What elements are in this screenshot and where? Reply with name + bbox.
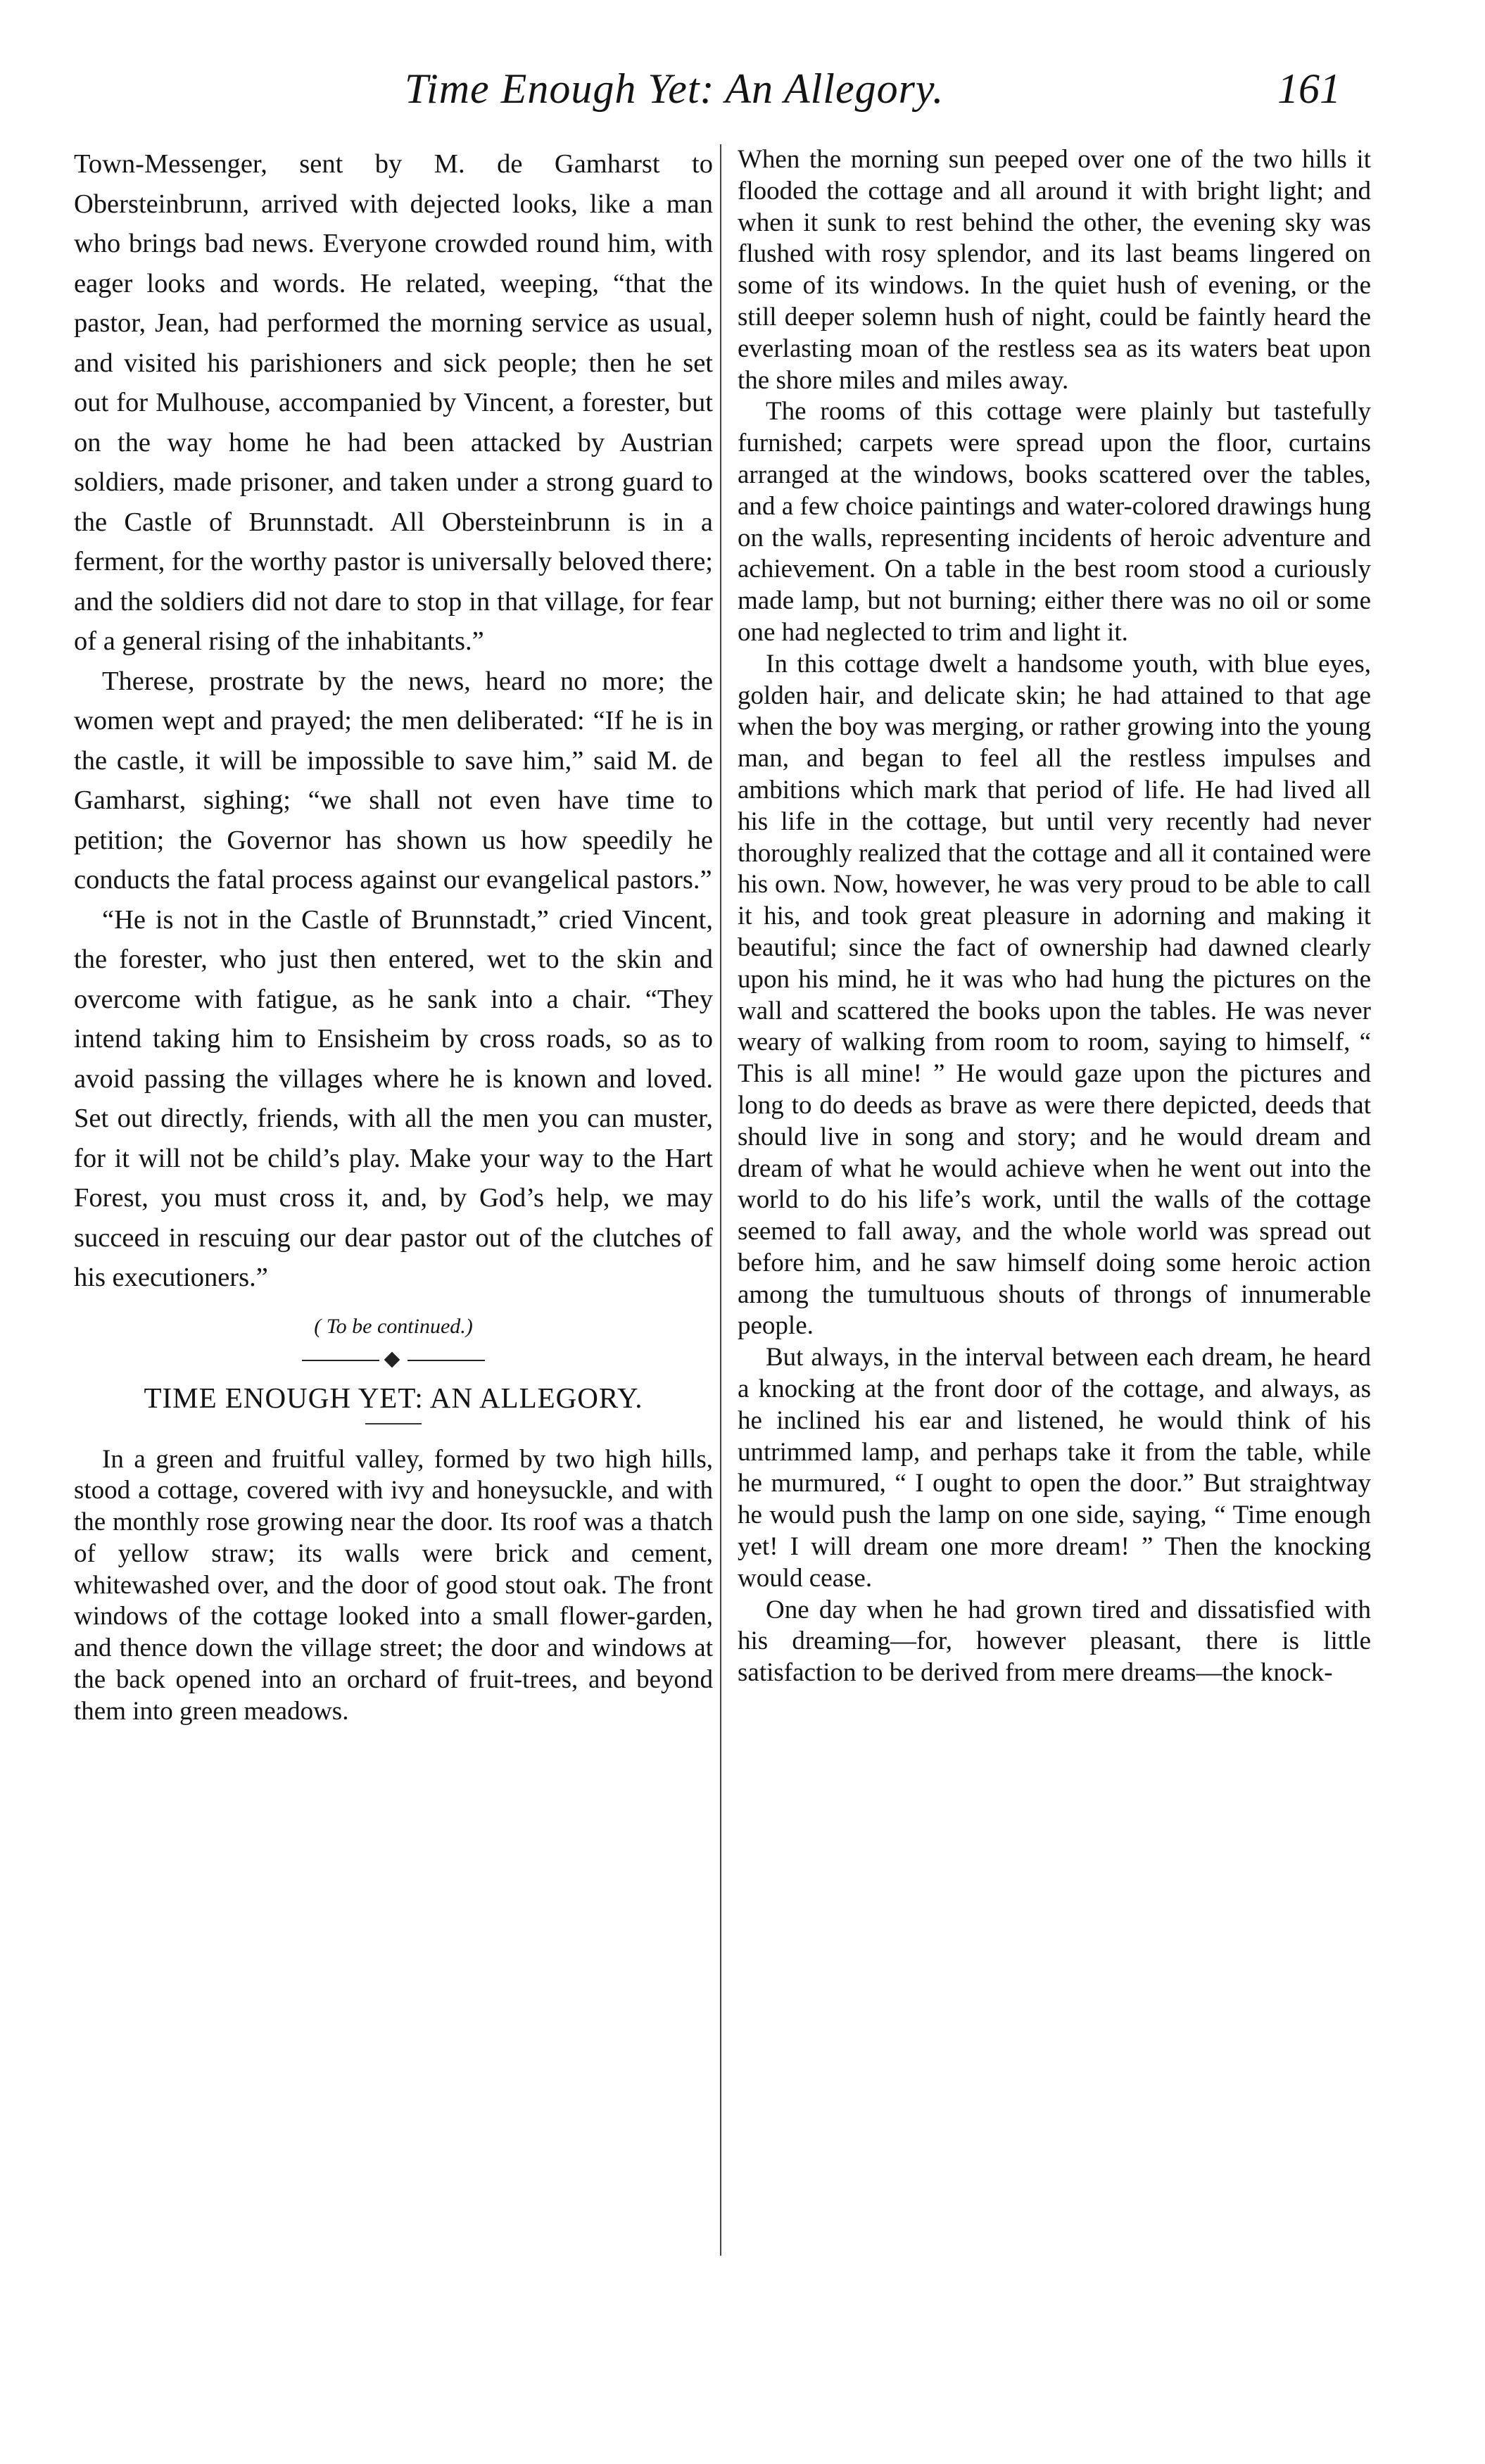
paragraph-knocking: But always, in the interval between each dream, he heard a knocking at the front door of the cottage, and always, as he inclined his ear and listened, he would think of his untrimmed lamp, and perhaps take it from the table, while he murmured, “ I ought to open the door.” But straightway he would push the lamp on one side, saying, “ Time enough yet! I will dream one more dream! ” Then the knocking would cease. xyxy=(738,1343,1371,1593)
paragraph-therese: Therese, prostrate by the news, heard no more; the women wept and prayed; the men deliberated: “If he is in the castle, it will be impossible to save him,” said M. de Gamharst, sighing; “we shall not even have time to petition; the Governor has shown us how speedily he conducts the fatal process against our evangelical pastors.” xyxy=(74,666,713,895)
ornament-rule-right xyxy=(407,1360,485,1361)
page-number: 161 xyxy=(1277,65,1341,112)
paragraph-morning-sun: When the morning sun peeped over one of the two hills it flooded the cottage and all around it with bright light; and when it sunk to rest behind the other, the evening sky was flushed with rosy splendor, and its last beams lingered on some of its windows. In the quiet hush of evening, or the still deeper solemn hush of night, could be faintly heard the everlasting moan of the restless sea as its waters beat upon the shore miles and miles away. xyxy=(738,145,1371,395)
running-head xyxy=(0,65,1485,121)
heading-rule xyxy=(365,1423,422,1424)
left-column xyxy=(74,144,713,1728)
to-be-continued-note: ( To be continued.) xyxy=(314,1314,473,1338)
ornament-rule-left xyxy=(302,1360,379,1361)
allegory-opening xyxy=(74,1444,713,1728)
right-column xyxy=(738,144,1371,1689)
paragraph-valley: In a green and fruitful valley, formed by two high hills, stood a cottage, covered with ivy and honeysuckle, and with the monthly rose growing near the door. Its roof was a thatch of yellow straw; its walls were brick and cement, whitewashed over, and the door of good stout oak. The front windows of the cottage looked into a small flower-garden, and thence down the village street; the door and windows at the back opened into an orchard of fruit-trees, and beyond them into green meadows. xyxy=(74,1444,713,1726)
paragraph-vincent: “He is not in the Castle of Brunnstadt,” cried Vincent, the forester, who just then entered, wet to the skin and overcome with fatigue, as he sank into a chair. “They intend taking him to Ensisheim by cross roads, so as to avoid passing the villages where he is known and loved. Set out directly, friends, with all the men you can muster, for it will not be child’s play. Make your way to the Hart Forest, you must cross it, and, by God’s help, we may succeed in rescuing our dear pastor out of the clutches of his executioners.” xyxy=(74,904,713,1292)
ornament-diamond-icon xyxy=(384,1351,400,1367)
section-heading: TIME ENOUGH YET: AN ALLEGORY. xyxy=(144,1381,643,1414)
ornament-divider xyxy=(302,1351,485,1370)
running-title: Time Enough Yet: An Allegory. xyxy=(405,65,944,112)
paragraph-one-day: One day when he had grown tired and dissatisfied with his dreaming—for, however pleasant, there is little satisfaction to be derived from mere dreams—the knock- xyxy=(738,1595,1371,1688)
paragraph-rooms: The rooms of this cottage were plainly but tastefully furnished; carpets were spread upon the floor, curtains arranged at the windows, books scattered over the tables, and a few choice paintings and water-colored drawings hung on the walls, representing incidents of heroic adventure and achievement. On a table in the best room stood a curiously made lamp, but not burning; either there was no oil or some one had neglected to trim and light it. xyxy=(738,397,1371,647)
paragraph-youth: In this cottage dwelt a handsome youth, with blue eyes, golden hair, and delicate skin; he had attained to that age when the boy was merging, or rather growing into the young man, and began to feel all the restless impulses and ambitions which mark that period of life. He had lived all his life in the cottage, but until very recently had never thoroughly realized that the cottage and all it contained were his own. Now, however, he was very proud to be able to call it his, and took great pleasure in adorning and making it beautiful; since the fact of ownership had dawned clearly upon his mind, he it was who had hung the pictures on the wall and scattered the books upon the tables. He was never weary of walking from room to room, saying to himself, “ This is all mine! ” He would gaze upon the pictures and long to do deeds as brave as were there depicted, deeds that should live in song and story; and he would dream and dream of what he would achieve when he went out into the world to do his life’s work, until the walls of the cottage seemed to fall away, and the whole world was spread out before him, and he saw himself doing some heroic action among the tumultuous shouts of throngs of innumerable people. xyxy=(738,649,1371,1341)
paragraph-messenger: Town-Messenger, sent by M. de Gamharst to Obersteinbrunn, arrived with dejected looks, like a man who brings bad news. Everyone crowded round him, with eager looks and words. He related, weeping, “that the pastor, Jean, had performed the morning service as usual, and visited his parishioners and sick people; then he set out for Mulhouse, accompanied by Vincent, a forester, but on the way home he had been attacked by Austrian soldiers, made prisoner, and taken under a strong guard to the Castle of Brunnstadt. All Obersteinbrunn is in a ferment, for the worthy pastor is universally beloved there; and the soldiers did not dare to stop in that village, for fear of a general rising of the inhabitants.” xyxy=(74,149,713,656)
column-divider xyxy=(720,144,721,2256)
